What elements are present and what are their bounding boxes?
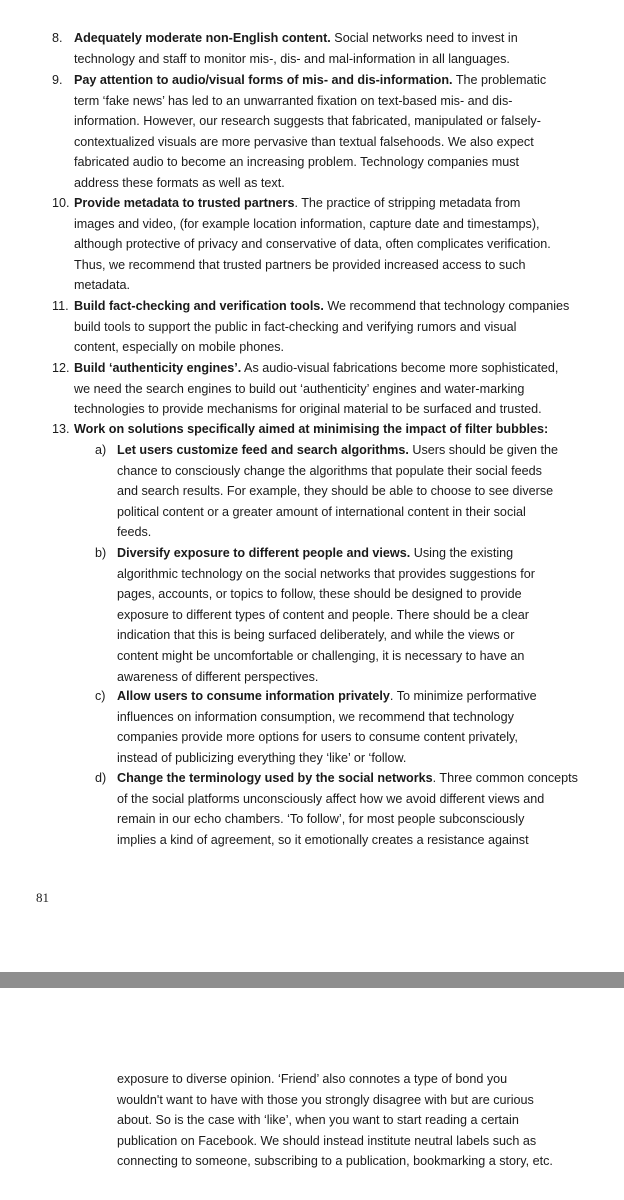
list-item-8 — [52, 28, 594, 69]
item-text: . The practice of stripping metadata from — [294, 196, 521, 210]
sub-item-text: feeds. — [117, 525, 152, 540]
item-text: As audio-visual fabrications become more sophisticated, — [241, 361, 559, 375]
item-text: technologies to provide mechanisms for original material to be surfaced and trusted. — [74, 402, 542, 417]
sub-item-text: influences on information consumption, we recommend that technology — [117, 709, 514, 724]
sub-item-letter: a) — [95, 443, 107, 457]
list-item-13 — [52, 419, 594, 440]
item-text: Thus, we recommend that trusted partners be provided increased access to such — [74, 257, 526, 272]
continuation-line: connecting to someone, subscribing to a publication, bookmarking a story, etc. — [117, 1154, 553, 1169]
item-text: metadata. — [74, 278, 131, 293]
list-item-11 — [52, 296, 594, 358]
item-number: 13. — [52, 422, 70, 436]
item-text: contextualized visuals are more pervasive than textual falsehoods. We also expect — [74, 134, 534, 149]
sub-item-title: Diversify exposure to different people and views. — [117, 546, 411, 560]
sub-item-text: algorithmic technology on the social networks that provides suggestions for — [117, 566, 535, 581]
sub-item-text: instead of publicizing everything they ‘like’ or ‘follow. — [117, 750, 407, 765]
sub-item-b — [95, 543, 597, 687]
sub-item-c — [95, 686, 597, 768]
sub-item-letter: b) — [95, 546, 107, 560]
item-text: technology and staff to monitor mis-, dis- and mal-information in all languages. — [74, 51, 510, 66]
sub-item-text: exposure to different types of content and people. There should be a clear — [117, 607, 529, 622]
item-title: Build ‘authenticity engines’. — [74, 361, 242, 375]
item-text: The problematic — [452, 73, 547, 87]
sub-item-d — [95, 768, 597, 850]
sub-item-text: remain in our echo chambers. ‘To follow’, for most people subconsciously — [117, 812, 525, 827]
page-number: 81 — [36, 890, 49, 905]
sub-item-text: content might be uncomfortable or challenging, it is necessary to have an — [117, 648, 525, 663]
item-text: although protective of privacy and conservative of data, often complicates verification. — [74, 237, 551, 252]
item-number: 11. — [52, 299, 69, 313]
sub-item-text: . To minimize performative — [389, 689, 537, 703]
sub-item-text: and search results. For example, they should be able to choose to see diverse — [117, 484, 554, 499]
sub-item-title: Allow users to consume information privately — [117, 689, 390, 703]
list-item-12 — [52, 358, 594, 420]
sub-item-text: Users should be given the — [408, 443, 558, 457]
item-title: Work on solutions specifically aimed at minimising the impact of filter bubbles: — [74, 422, 549, 436]
item-text: We recommend that technology companies — [323, 299, 570, 313]
item-number: 10. — [52, 196, 70, 210]
list-item-10 — [52, 193, 594, 296]
item-number: 9. — [52, 73, 63, 87]
item-text: Social networks need to invest in — [330, 31, 518, 45]
sub-item-text: awareness of different perspectives. — [117, 669, 319, 684]
item-text: content, especially on mobile phones. — [74, 340, 285, 355]
page-divider — [0, 972, 624, 988]
item-title: Adequately moderate non-English content. — [74, 31, 331, 45]
sub-item-title: Change the terminology used by the social networks — [117, 771, 433, 785]
item-text: images and video, (for example location information, capture date and timestamps), — [74, 216, 540, 231]
continuation-line: about. So is the case with ‘like’, when you want to start reading a certain — [117, 1113, 519, 1128]
sub-item-text: pages, accounts, or topics to follow, these should be designed to provide — [117, 587, 522, 602]
list-item-9 — [52, 70, 594, 194]
item-text: fabricated audio to become an increasing problem. Technology companies must — [74, 155, 520, 170]
item-text: we need the search engines to build out ‘authenticity’ engines and water-marking — [74, 381, 525, 396]
item-text: build tools to support the public in fact-checking and verifying rumors and visual — [74, 319, 517, 334]
sub-item-text: chance to consciously change the algorithms that populate their social feeds — [117, 463, 542, 478]
item-text: address these formats as well as text. — [74, 175, 285, 190]
item-number: 12. — [52, 361, 70, 375]
continuation-line: wouldn't want to have with those you strongly disagree with but are curious — [117, 1092, 534, 1107]
sub-item-text: of the social platforms unconsciously affect how we avoid different views and — [117, 791, 545, 806]
item-number: 8. — [52, 31, 63, 45]
item-text: information. However, our research suggests that fabricated, manipulated or falsely- — [74, 114, 541, 129]
sub-item-text: . Three common concepts — [432, 771, 578, 785]
sub-item-text: Using the existing — [410, 546, 514, 560]
sub-item-a — [95, 440, 597, 543]
sub-item-title: Let users customize feed and search algorithms. — [117, 443, 409, 457]
continuation-paragraph — [117, 1069, 597, 1172]
sub-item-text: political content or a greater amount of international content in their social — [117, 504, 526, 519]
sub-item-letter: d) — [95, 771, 107, 785]
sub-item-text: indication that this is being surfaced deliberately, and while the views or — [117, 628, 515, 643]
item-title: Provide metadata to trusted partners — [74, 196, 295, 210]
sub-item-text: companies provide more options for users to consume content privately, — [117, 730, 518, 745]
continuation-line: exposure to diverse opinion. ‘Friend’ also connotes a type of bond you — [117, 1072, 508, 1086]
continuation-line: publication on Facebook. We should instead institute neutral labels such as — [117, 1133, 537, 1148]
item-title: Build fact-checking and verification tools. — [74, 299, 324, 313]
sub-item-text: implies a kind of agreement, so it emotionally creates a resistance against — [117, 832, 529, 847]
item-title: Pay attention to audio/visual forms of mis- and dis-information. — [74, 73, 453, 87]
item-text: term ‘fake news’ has led to an unwarranted fixation on text-based mis- and dis- — [74, 93, 513, 108]
sub-item-letter: c) — [95, 689, 106, 703]
